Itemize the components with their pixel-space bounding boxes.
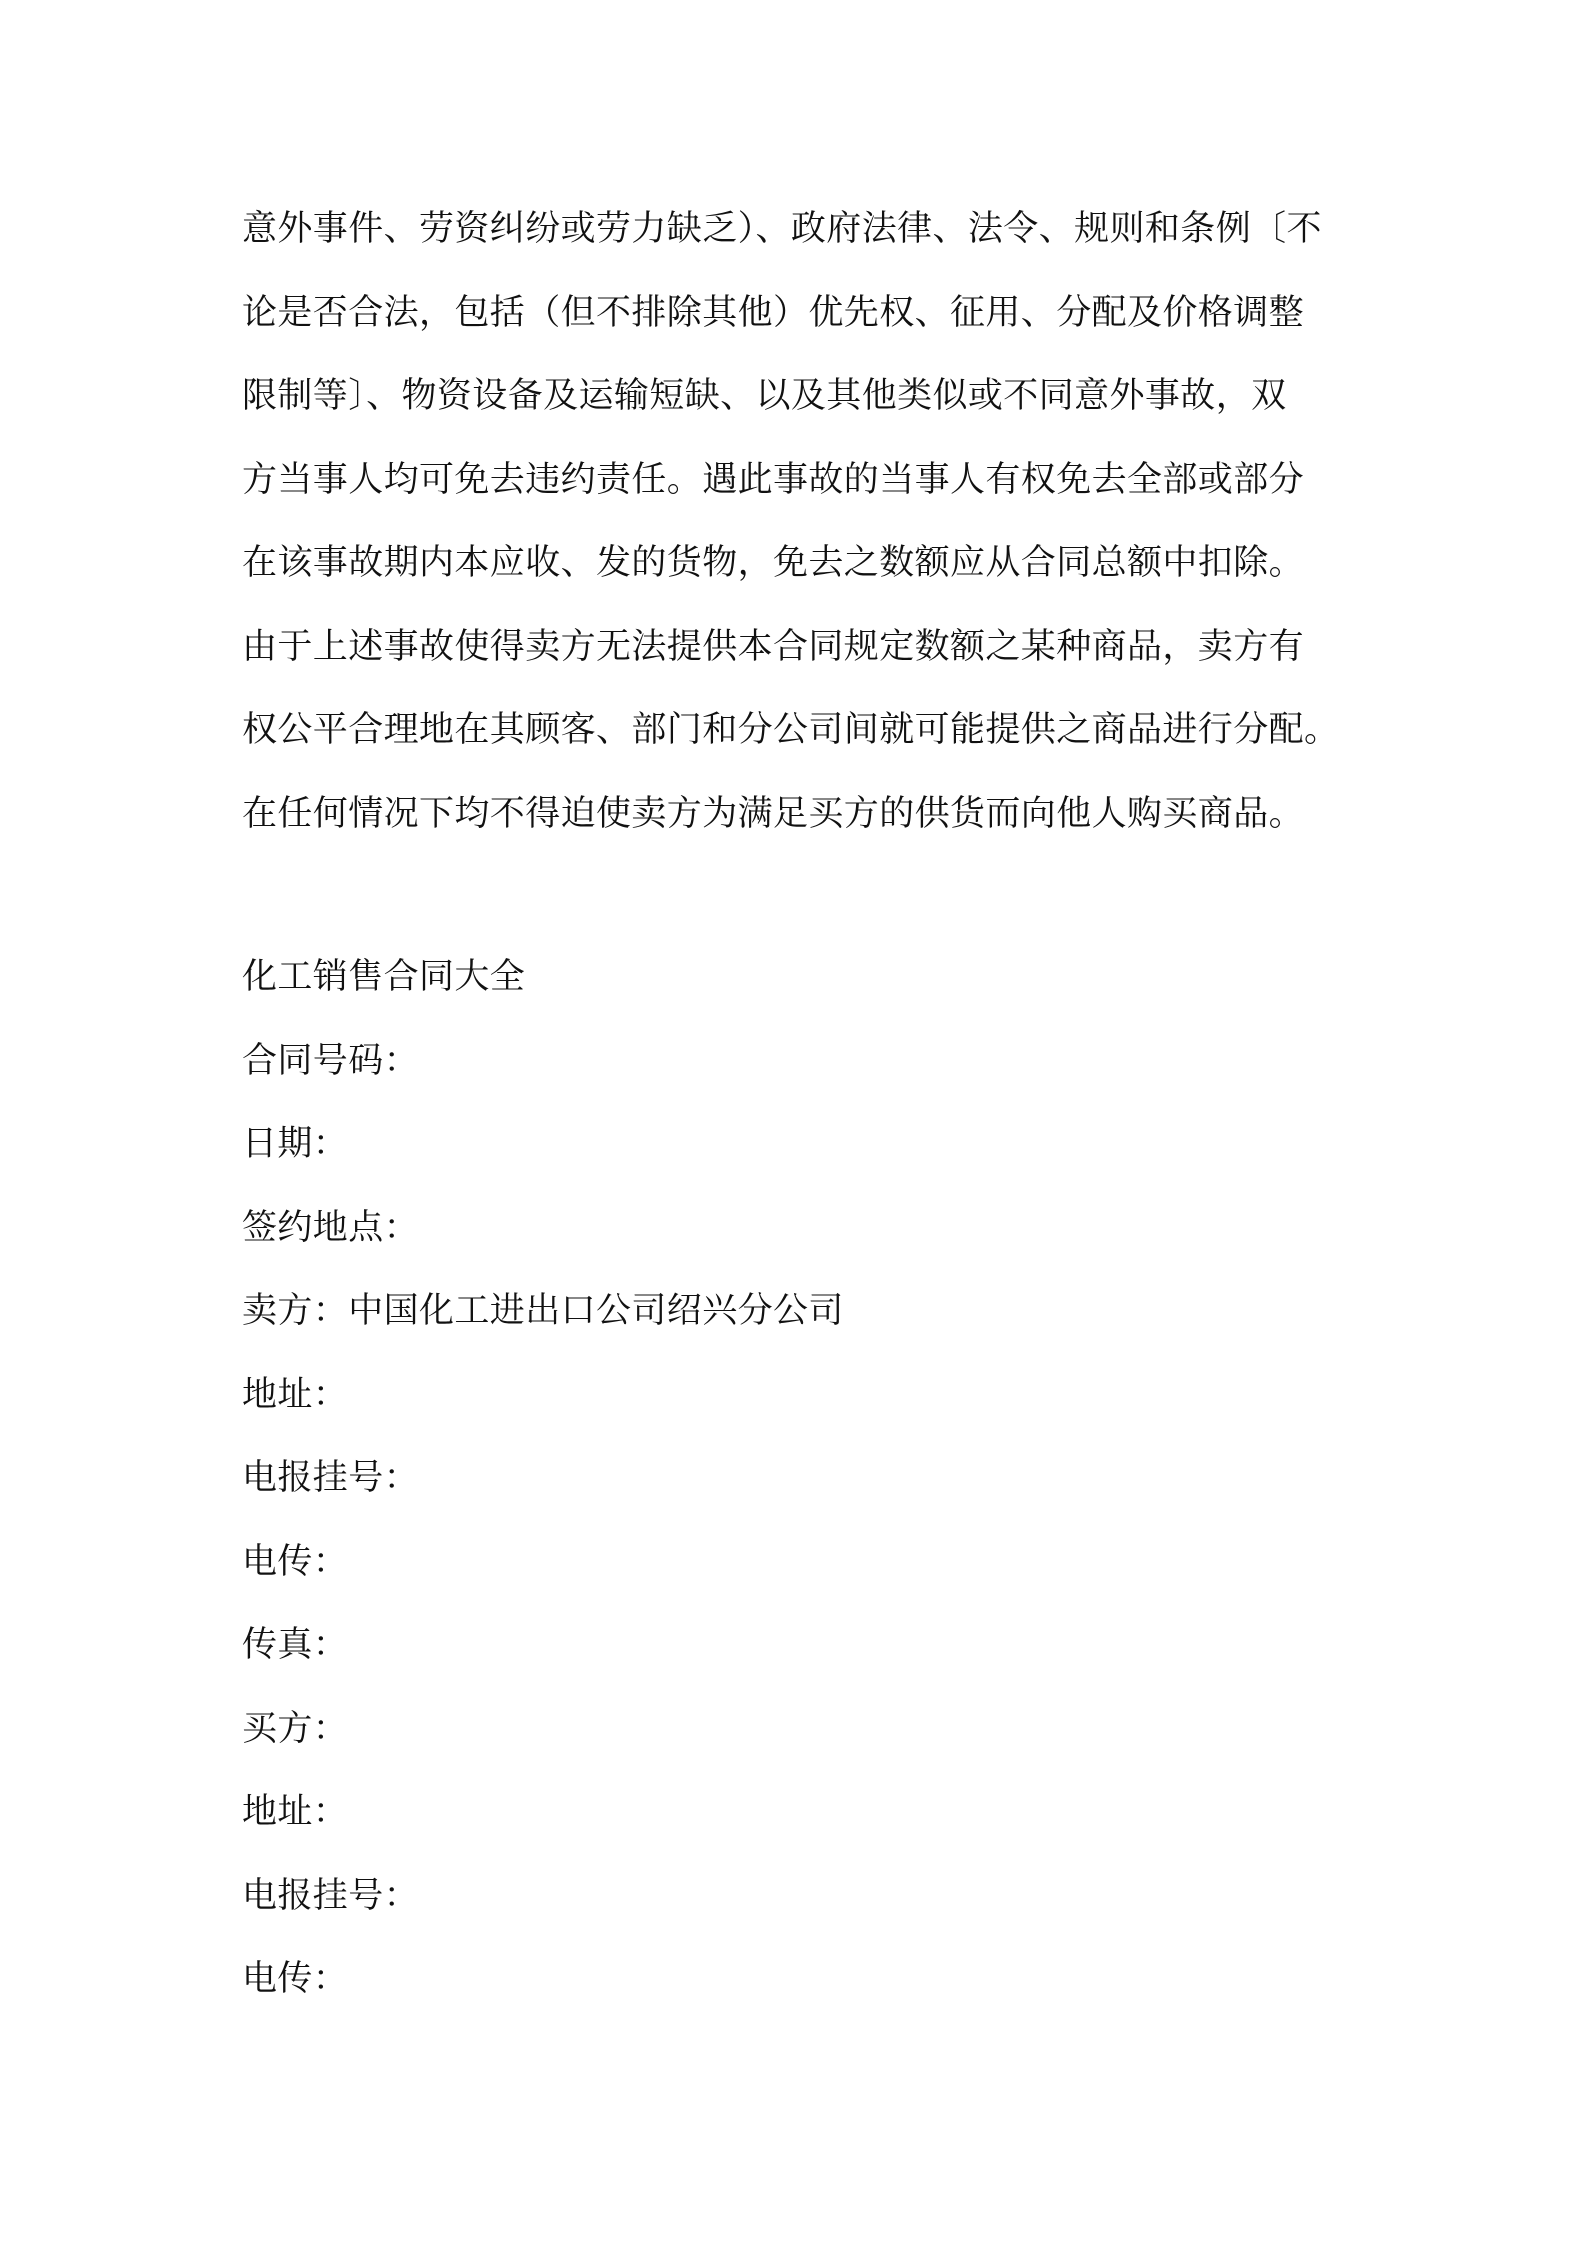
paragraph-line: 在该事故期内本应收、发的货物，免去之数额应从合同总额中扣除。 bbox=[242, 543, 1305, 583]
buyer-telex-field: 电传： bbox=[242, 1959, 349, 1999]
buyer-field: 买方： bbox=[242, 1708, 349, 1749]
contract-number-field: 合同号码： bbox=[242, 1040, 420, 1081]
buyer-cable-field: 电报挂号： bbox=[242, 1875, 420, 1916]
clause-paragraph bbox=[242, 200, 1382, 868]
paragraph-line: 在任何情况下均不得迫使卖方为满足买方的供货而向他人购买商品。 bbox=[242, 793, 1305, 834]
seller-telex-field: 电传： bbox=[242, 1541, 349, 1582]
signing-place-field: 签约地点： bbox=[242, 1207, 420, 1248]
paragraph-line: 由于上述事故使得卖方无法提供本合同规定数额之某种商品，卖方有 bbox=[242, 626, 1305, 667]
document-body bbox=[242, 200, 1382, 2034]
date-field: 日期： bbox=[242, 1124, 349, 1164]
seller-fax-field: 传真： bbox=[242, 1625, 349, 1665]
seller-field: 卖方：中国化工进出口公司绍兴分公司 bbox=[242, 1291, 844, 1331]
seller-address-field: 地址： bbox=[242, 1374, 349, 1415]
paragraph-line: 论是否合法，包括（但不排除其他）优先权、征用、分配及价格调整 bbox=[242, 292, 1305, 333]
paragraph-line: 权公平合理地在其顾客、部门和分公司间就可能提供之商品进行分配。 bbox=[242, 710, 1340, 750]
contract-fields bbox=[242, 1032, 1382, 2034]
seller-cable-field: 电报挂号： bbox=[242, 1458, 420, 1498]
contract-title: 化工销售合同大全 bbox=[242, 957, 526, 997]
paragraph-line: 限制等〕、物资设备及运输短缺、以及其他类似或不同意外事故，双 bbox=[242, 376, 1287, 416]
buyer-address-field: 地址： bbox=[242, 1792, 349, 1832]
paragraph-line: 意外事件、劳资纠纷或劳力缺乏）、政府法律、法令、规则和条例〔不 bbox=[242, 209, 1322, 249]
section-gap bbox=[242, 868, 1382, 948]
paragraph-line: 方当事人均可免去违约责任。遇此事故的当事人有权免去全部或部分 bbox=[242, 459, 1305, 500]
